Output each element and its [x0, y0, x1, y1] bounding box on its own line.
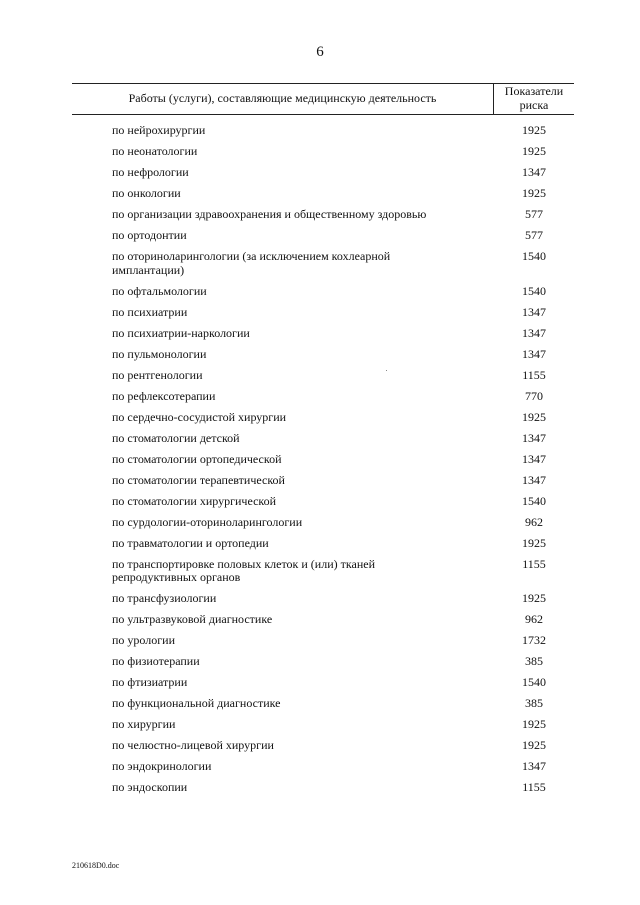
table-row [0, 145, 640, 159]
row-risk-value: 962 [525, 612, 543, 626]
row-work-name: по нейрохирургии [112, 123, 206, 137]
row-work-name: по стоматологии детской [112, 430, 240, 445]
row-risk-value: 385 [525, 654, 543, 668]
row-work-name: по психиатрии-наркологии [112, 325, 250, 340]
row-risk-value: 1540 [522, 493, 546, 508]
row-risk-value: 1347 [522, 451, 546, 466]
row-work-name: по челюстно-лицевой хирургии [112, 738, 274, 752]
table-header-risk-line2: риска [519, 98, 549, 112]
row-work-name: по оториноларингологии (за исключением кохлеарной имплантации) [112, 249, 391, 277]
row-work-name: по рефлексотерапии [112, 388, 216, 403]
row-risk-value: 1347 [522, 304, 546, 319]
row-work-name: по нефрологии [112, 165, 189, 179]
row-work-name: по хирургии [112, 717, 176, 731]
row-risk-value: 1540 [522, 675, 546, 689]
row-work-name: по сурдологии-оториноларингологии [112, 514, 303, 529]
row-work-name: по фтизиатрии [112, 675, 188, 689]
row-work-name: по эндоскопии [112, 780, 188, 794]
row-risk-value: 1155 [522, 367, 546, 382]
row-work-name: по неонатологии [112, 144, 198, 158]
table-row [0, 537, 640, 551]
row-risk-value: 1347 [522, 472, 546, 487]
page-number: 6 [316, 44, 324, 60]
row-work-name: по стоматологии терапевтической [112, 472, 285, 487]
table-header-risk [494, 84, 574, 112]
table-row [0, 390, 640, 404]
row-risk-value: 1347 [522, 346, 546, 361]
footer-filename: 210618D0.doc [72, 861, 120, 870]
table-row [0, 558, 640, 585]
table-row [0, 592, 640, 606]
row-risk-value: 1155 [522, 780, 546, 794]
table-row [0, 474, 640, 488]
row-risk-value: 1540 [522, 283, 546, 298]
row-work-name: по рентгенологии [112, 367, 203, 382]
row-work-name: по ультразвуковой диагностике [112, 612, 273, 626]
table-row [0, 781, 640, 795]
row-work-name: по стоматологии ортопедической [112, 451, 282, 466]
table-header-risk-line1: Показатели [504, 84, 564, 98]
table-row [0, 495, 640, 509]
table-row [0, 187, 640, 201]
table-row [0, 166, 640, 180]
row-risk-value: 1540 [522, 249, 546, 263]
table-row [0, 453, 640, 467]
table-row [0, 432, 640, 446]
table-row [0, 739, 640, 753]
table-row [0, 327, 640, 341]
row-work-name: по пульмонологии [112, 346, 207, 361]
row-risk-value: 1925 [522, 591, 546, 605]
row-work-name: по трансфузиологии [112, 591, 217, 605]
row-work-name: по онкологии [112, 186, 181, 200]
table-row [0, 250, 640, 277]
row-work-name: по психиатрии [112, 304, 188, 319]
row-risk-value: 1347 [522, 325, 546, 340]
table-row [0, 348, 640, 362]
table-row [0, 718, 640, 732]
row-work-name: по сердечно-сосудистой хирургии [112, 409, 287, 424]
row-work-name: по транспортировке половых клеток и (или) тканей репродуктивных органов [112, 556, 376, 584]
row-risk-value: 1925 [522, 123, 546, 137]
table-row [0, 369, 640, 383]
row-risk-value: 577 [525, 207, 543, 221]
table-row [0, 676, 640, 690]
row-risk-value: 1925 [522, 409, 546, 424]
row-work-name: по урологии [112, 633, 176, 647]
table-body [0, 124, 640, 802]
row-work-name: по офтальмологии [112, 283, 207, 298]
table-row [0, 760, 640, 774]
row-work-name: по физиотерапии [112, 654, 200, 668]
table-row [0, 411, 640, 425]
row-risk-value: 1732 [522, 633, 546, 647]
table-row [0, 285, 640, 299]
table-row [0, 229, 640, 243]
table-row [0, 697, 640, 711]
row-risk-value: 1925 [522, 738, 546, 752]
row-risk-value: 385 [525, 696, 543, 710]
table-row [0, 613, 640, 627]
table-header-works: Работы (услуги), составляющие медицинскую деятельность [128, 91, 437, 105]
row-work-name: по эндокринологии [112, 759, 212, 773]
table-row [0, 516, 640, 530]
table-row [0, 306, 640, 320]
row-work-name: по стоматологии хирургической [112, 493, 277, 508]
row-risk-value: 1347 [522, 165, 546, 179]
table-header-bottom-rule [72, 114, 574, 115]
row-work-name: по функциональной диагностике [112, 696, 281, 710]
row-work-name: по травматологии и ортопедии [112, 535, 269, 550]
row-risk-value: 1347 [522, 430, 546, 445]
row-work-name: по организации здравоохранения и общественному здоровью [112, 207, 427, 221]
row-risk-value: 577 [525, 228, 543, 242]
row-risk-value: 1155 [522, 556, 546, 571]
row-work-name: по ортодонтии [112, 228, 187, 242]
row-risk-value: 1925 [522, 186, 546, 200]
table-row [0, 124, 640, 138]
row-risk-value: 1925 [522, 535, 546, 550]
row-risk-value: 1347 [522, 759, 546, 773]
row-risk-value: 1925 [522, 144, 546, 158]
table-row [0, 634, 640, 648]
table-row [0, 208, 640, 222]
scan-speck [386, 370, 387, 371]
row-risk-value: 962 [525, 514, 543, 529]
table-row [0, 655, 640, 669]
row-risk-value: 1925 [522, 717, 546, 731]
row-risk-value: 770 [525, 388, 543, 403]
